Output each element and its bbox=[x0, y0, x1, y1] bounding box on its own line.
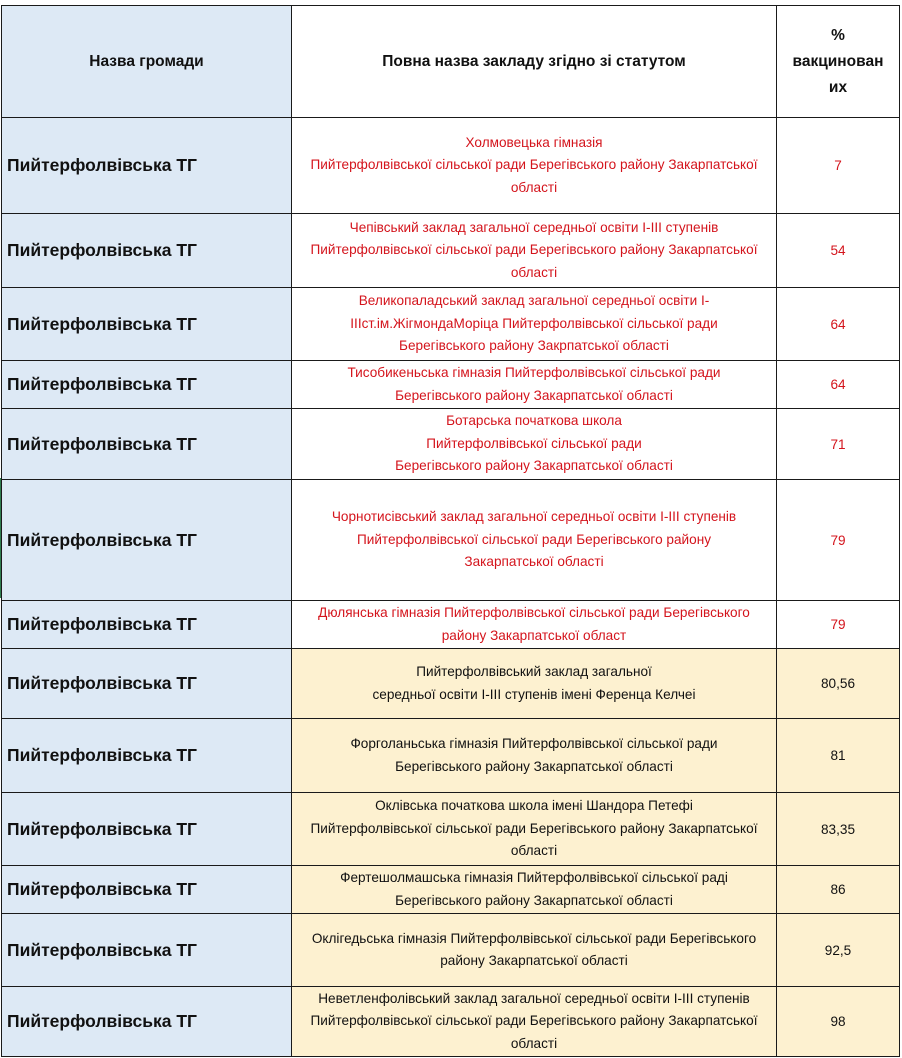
institution-name-line: Пийтерфолвівської сільської ради Берегівського району bbox=[356, 531, 712, 547]
institution-name-line: Пийтерфолвівської сільської ради Берегівського району Закарпатської bbox=[310, 1013, 758, 1029]
institution-cell[interactable] bbox=[292, 409, 777, 480]
institution-name-line: Чорнотисівський заклад загальної середньої освіти І-ІІІ ступенів bbox=[331, 509, 737, 525]
community-cell[interactable]: Пийтерфолвівська ТГ bbox=[2, 118, 292, 214]
table-row bbox=[2, 987, 900, 1057]
header-row bbox=[2, 6, 900, 118]
institution-cell[interactable] bbox=[292, 288, 777, 361]
percent-cell[interactable]: 98 bbox=[777, 987, 900, 1057]
institution-name-line: Берегівського району Закарпатської області bbox=[395, 758, 673, 774]
institution-name-line: Фертешолмашська гімназія Пийтерфолвівської сільської раді bbox=[340, 870, 728, 885]
table-row bbox=[2, 118, 900, 214]
institution-name-line: району Закарпатської област bbox=[441, 627, 627, 643]
institution-cell[interactable] bbox=[292, 214, 777, 288]
percent-cell[interactable]: 71 bbox=[777, 409, 900, 480]
institution-cell[interactable] bbox=[292, 719, 777, 793]
institution-name-line: Неветленфолівський заклад загальної середньої освіти І-ІІІ ступенів bbox=[318, 990, 750, 1006]
table-row bbox=[2, 480, 900, 601]
institution-name-line: Оклівська початкова школа імені Шандора Петефі bbox=[375, 798, 693, 814]
table-row bbox=[2, 793, 900, 866]
community-cell[interactable]: Пийтерфолвівська ТГ bbox=[2, 914, 292, 987]
community-cell[interactable]: Пийтерфолвівська ТГ bbox=[2, 409, 292, 480]
vaccination-table bbox=[1, 5, 900, 1057]
percent-cell[interactable]: 79 bbox=[777, 480, 900, 601]
institution-name-line: Форголаньська гімназія Пийтерфолвівської сільської ради bbox=[350, 736, 718, 751]
institution-name-line: Великопаладський заклад загальної середньої освіти І- bbox=[358, 293, 710, 309]
table-row bbox=[2, 649, 900, 719]
table-row bbox=[2, 409, 900, 480]
institution-name-line: Пийтерфолвівської сільської ради bbox=[426, 435, 642, 451]
institution-name-line: Закарпатської області bbox=[464, 554, 604, 570]
header-community[interactable]: Назва громади bbox=[2, 6, 292, 118]
institution-name-line: Холмовецька гімназія bbox=[465, 134, 603, 150]
community-cell[interactable]: Пийтерфолвівська ТГ bbox=[2, 361, 292, 409]
table-row bbox=[2, 719, 900, 793]
percent-cell[interactable]: 86 bbox=[777, 866, 900, 914]
table-row bbox=[2, 214, 900, 288]
table-row bbox=[2, 914, 900, 987]
community-cell[interactable]: Пийтерфолвівська ТГ bbox=[2, 214, 292, 288]
institution-name-line: Берегівського району Закарпатської області bbox=[395, 387, 673, 403]
institution-name-line: області bbox=[510, 843, 558, 859]
institution-name-line: Дюлянська гімназія Пийтерфолвівської сільської ради Берегівського bbox=[318, 605, 750, 620]
table-row bbox=[2, 288, 900, 361]
percent-cell[interactable]: 64 bbox=[777, 361, 900, 409]
institution-cell[interactable] bbox=[292, 866, 777, 914]
institution-name-line: Берегівського району Закрпатської області bbox=[399, 338, 669, 354]
institution-name-line: Берегівського району Закарпатської області bbox=[395, 458, 673, 474]
institution-name-line: області bbox=[510, 1035, 558, 1051]
header-percent-line: вакцинован bbox=[792, 52, 884, 70]
institution-name-line: області bbox=[510, 179, 558, 195]
institution-name-line: Пийтерфолвівської сільської ради Берегівського району Закарпатської bbox=[310, 242, 758, 258]
community-cell[interactable]: Пийтерфолвівська ТГ bbox=[2, 793, 292, 866]
percent-cell[interactable]: 83,35 bbox=[777, 793, 900, 866]
institution-cell[interactable] bbox=[292, 361, 777, 409]
header-percent-line: % bbox=[831, 26, 845, 44]
institution-cell[interactable] bbox=[292, 914, 777, 987]
institution-name-line: Пийтерфолвівської сільської ради Берегівського району Закарпатської bbox=[310, 820, 758, 836]
institution-cell[interactable] bbox=[292, 793, 777, 866]
table-row bbox=[2, 361, 900, 409]
percent-cell[interactable]: 7 bbox=[777, 118, 900, 214]
institution-name-line: Тисобикеньська гімназія Пийтерфолвівської сільської ради bbox=[347, 365, 721, 380]
institution-name-line: Пийтерфолвівський заклад загальної bbox=[416, 664, 652, 679]
community-cell[interactable]: Пийтерфолвівська ТГ bbox=[2, 601, 292, 649]
institution-name-line: Чепівський заклад загальної середньої освіти І-ІІІ ступенів bbox=[349, 219, 719, 235]
institution-name-line: середньої освіти І-ІІІ ступенів імені Ференца Келчеі bbox=[372, 686, 696, 702]
institution-name-line: ІІІст.ім.ЖігмондаМоріца Пийтерфолвівської сільської ради bbox=[350, 315, 718, 331]
header-percent-line: их bbox=[828, 78, 848, 96]
table-row bbox=[2, 601, 900, 649]
table-row bbox=[2, 866, 900, 914]
institution-cell[interactable] bbox=[292, 118, 777, 214]
institution-cell[interactable] bbox=[292, 480, 777, 601]
community-cell[interactable]: Пийтерфолвівська ТГ bbox=[2, 288, 292, 361]
institution-name-line: Оклігедьська гімназія Пийтерфолвівської сільської ради Берегівського bbox=[311, 930, 757, 946]
header-percent[interactable] bbox=[777, 6, 900, 118]
institution-cell[interactable] bbox=[292, 601, 777, 649]
institution-name-line: Берегівського району Закарпатської області bbox=[395, 892, 673, 908]
percent-cell[interactable]: 81 bbox=[777, 719, 900, 793]
community-cell[interactable]: Пийтерфолвівська ТГ bbox=[2, 649, 292, 719]
institution-name-line: області bbox=[510, 264, 558, 280]
institution-name-line: Ботарська початкова школа bbox=[446, 413, 622, 429]
header-institution[interactable]: Повна назва закладу згідно зі статутом bbox=[292, 6, 777, 118]
institution-cell[interactable] bbox=[292, 987, 777, 1057]
percent-cell[interactable]: 79 bbox=[777, 601, 900, 649]
institution-cell[interactable] bbox=[292, 649, 777, 719]
percent-cell[interactable]: 80,56 bbox=[777, 649, 900, 719]
percent-cell[interactable]: 54 bbox=[777, 214, 900, 288]
community-cell[interactable]: Пийтерфолвівська ТГ bbox=[2, 866, 292, 914]
institution-name-line: району Закарпатської області bbox=[440, 953, 628, 968]
community-cell[interactable]: Пийтерфолвівська ТГ bbox=[2, 987, 292, 1057]
community-cell[interactable]: Пийтерфолвівська ТГ bbox=[2, 480, 292, 601]
institution-name-line: Пийтерфолвівської сільської ради Берегівського району Закарпатської bbox=[310, 157, 758, 173]
percent-cell[interactable]: 64 bbox=[777, 288, 900, 361]
percent-cell[interactable]: 92,5 bbox=[777, 914, 900, 987]
community-cell[interactable]: Пийтерфолвівська ТГ bbox=[2, 719, 292, 793]
